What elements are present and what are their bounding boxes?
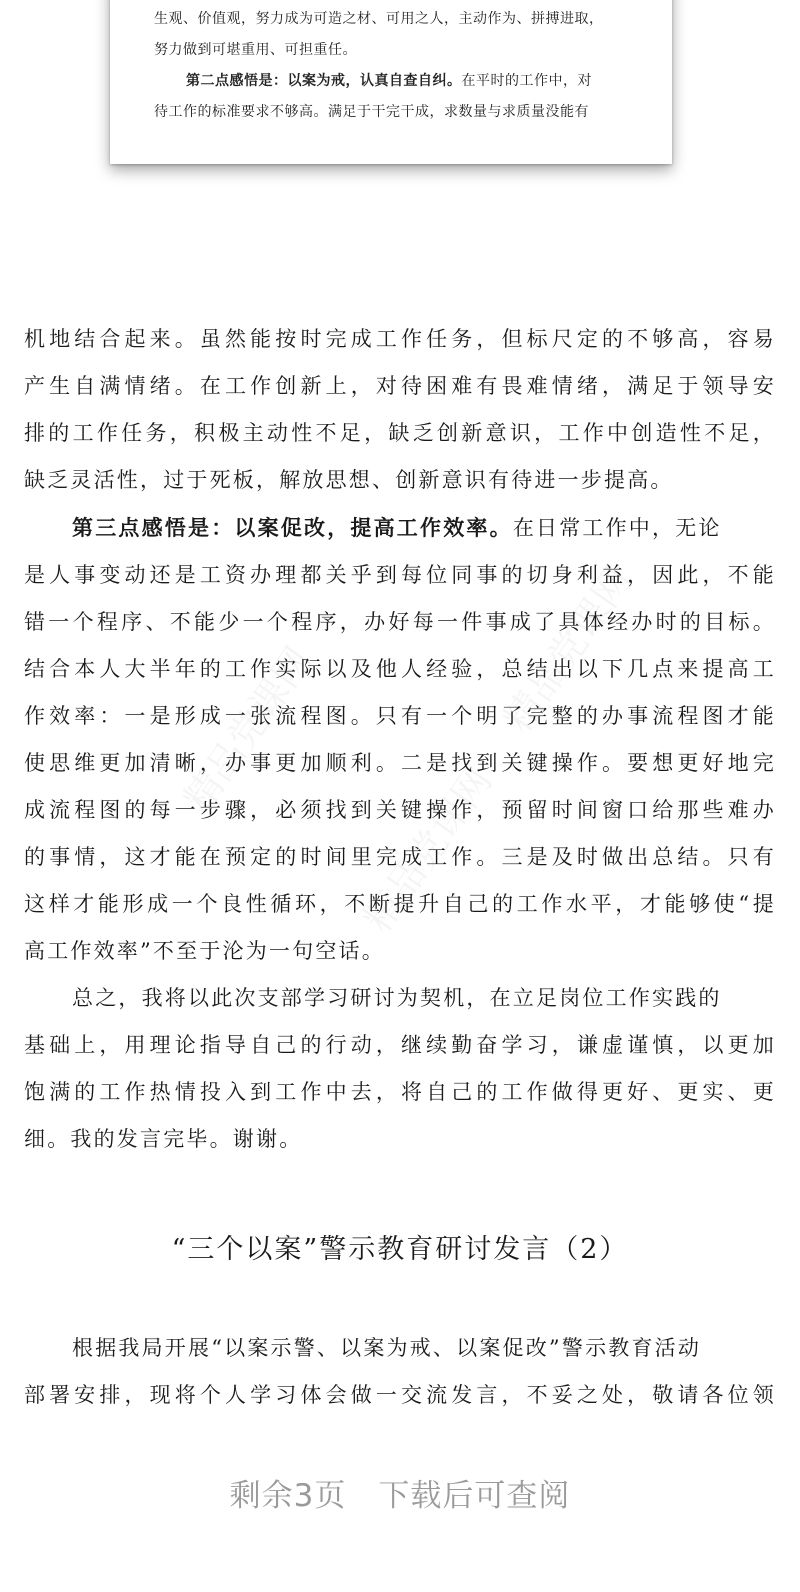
body-line: 是人事变动还是工资办理都关乎到每位同事的切身利益，因此，不能 [24,563,776,587]
body-line: 饱满的工作热情投入到工作中去，将自己的工作做得更好、更实、更 [24,1080,776,1104]
body-line: 这样才能形成一个良性循环，不断提升自己的工作水平，才能够使“提 [24,892,776,916]
page-preview-card [110,0,672,164]
body-line: 机地结合起来。虽然能按时完成工作任务，但标尺定的不够高，容易 [24,327,776,351]
document-title: “三个以案”警示教育研讨发言（2） [171,1234,629,1265]
body-line: 作效率：一是形成一张流程图。只有一个明了完整的办事流程图才能 [24,704,776,728]
card-text-line: 待工作的标准要求不够高。满足于干完干成，求数量与求质量没能有 [154,104,589,120]
body-line: 缺乏灵活性，过于死板，解放思想、创新意识有待进一步提高。 [24,468,674,492]
card-text-line: 生观、价值观，努力成为可造之材、可用之人，主动作为、拼搏进取， [154,11,604,27]
body-line: 部署安排，现将个人学习体会做一交流发言，不妥之处，敬请各位领 [24,1383,776,1407]
body-text: 在日常工作中，无论 [512,516,722,540]
body-line: 总之，我将以此次支部学习研讨为契机，在立足岗位工作实践的 [72,986,722,1010]
section-heading: 第三点感悟是：以案促改，提高工作效率。 [72,515,513,540]
body-line: 成流程图的每一步骤，必须找到关键操作，预留时间窗口给那些难办 [24,798,776,822]
body-line: 错一个程序、不能少一个程序，办好每一件事成了具体经办时的目标。 [24,610,776,634]
document-body [24,316,776,1163]
remaining-pages-notice[interactable]: 剩余3页 下载后可查阅 [229,1478,571,1514]
body-line [24,504,776,552]
body-line: 细。我的发言完毕。谢谢。 [24,1127,303,1151]
document-body-2 [24,1325,776,1419]
card-text-line: 努力做到可堪重用、可担重任。 [154,42,357,58]
body-line: 根据我局开展“以案示警、以案为戒、以案促改”警示教育活动 [72,1336,702,1360]
body-line: 使思维更加清晰，办事更加顺利。二是找到关键操作。要想更好地完 [24,751,776,775]
body-line: 高工作效率”不至于沦为一句空话。 [24,939,385,963]
body-line: 排的工作任务，积极主动性不足，缺乏创新意识，工作中创造性不足， [24,421,776,445]
body-line: 的事情，这才能在预定的时间里完成工作。三是及时做出总结。只有 [24,845,776,869]
body-line: 产生自满情绪。在工作创新上，对待困难有畏难情绪，满足于领导安 [24,374,776,398]
body-line: 基础上，用理论指导自己的行动，继续勤奋学习，谦虚谨慎，以更加 [24,1033,776,1057]
card-text: 在平时的工作中，对 [461,73,592,89]
card-heading: 第二点感悟是：以案为戒，认真自查自纠。 [186,73,462,89]
card-text-line [154,66,634,97]
body-line: 结合本人大半年的工作实际以及他人经验，总结出以下几点来提高工 [24,657,776,681]
